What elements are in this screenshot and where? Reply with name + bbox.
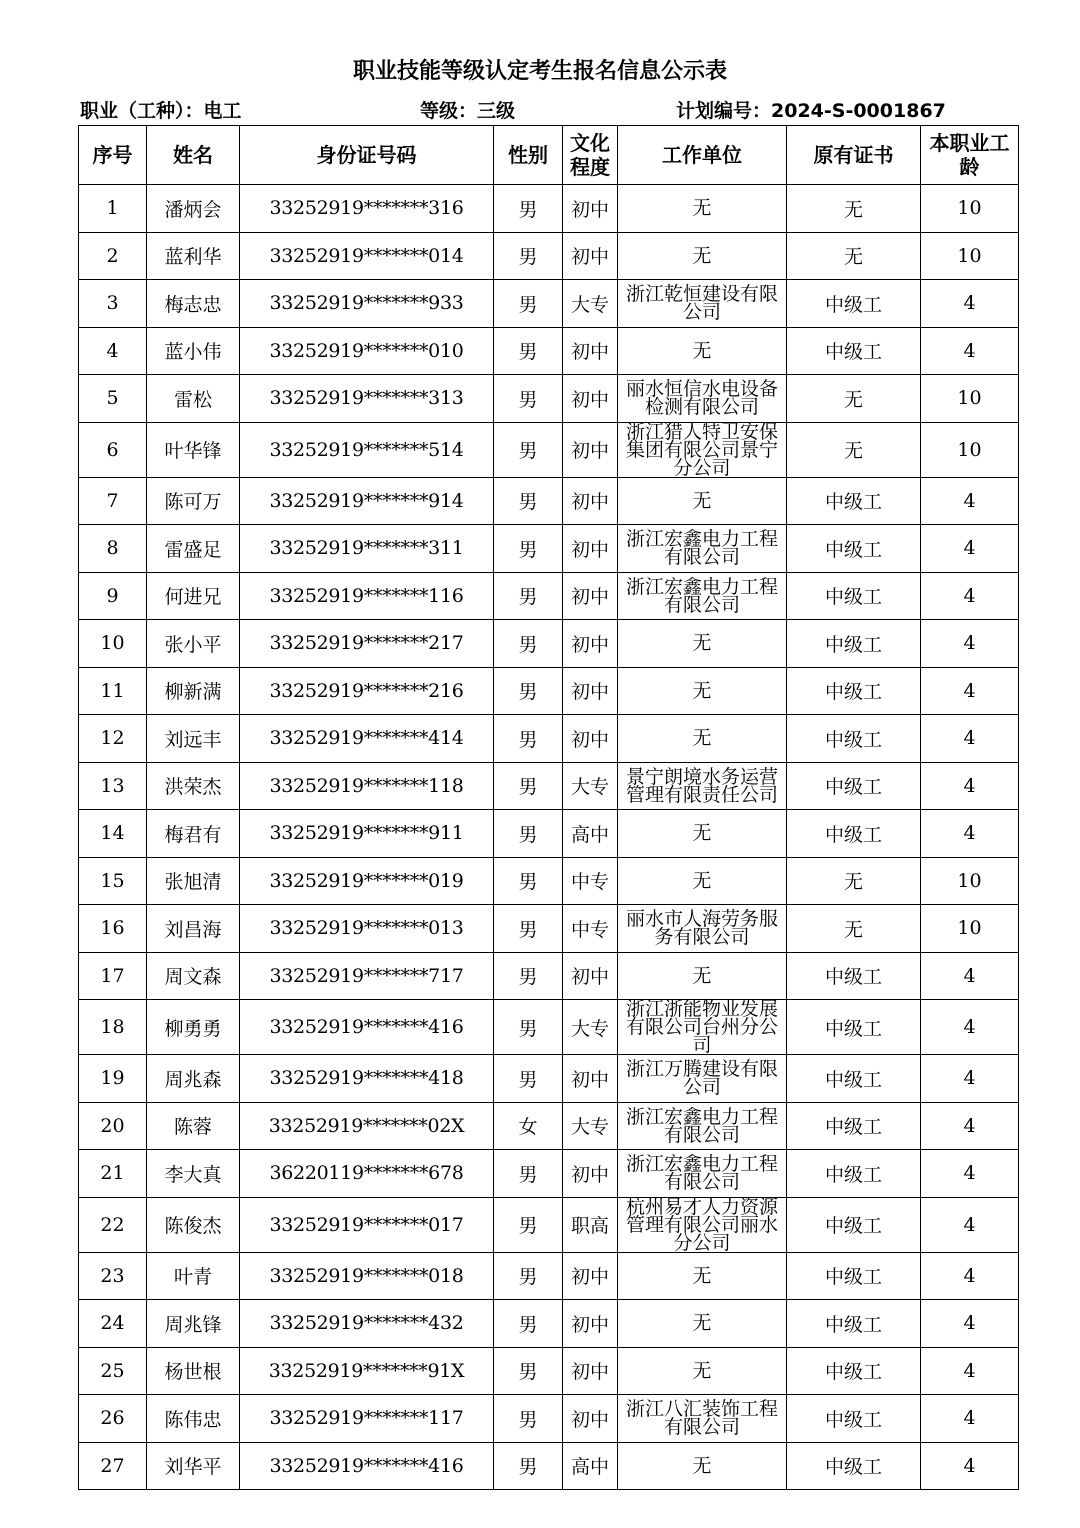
cell-name: 洪荣杰 bbox=[147, 762, 240, 810]
table-body bbox=[79, 185, 1019, 1490]
cell-unit: 无 bbox=[618, 1347, 787, 1395]
plan-number-label: 计划编号：2024-S-0001867 bbox=[676, 100, 946, 122]
cell-unit: 景宁朗境水务运营管理有限责任公司 bbox=[618, 762, 787, 810]
cell-gender: 男 bbox=[494, 1150, 563, 1198]
cell-gender: 男 bbox=[494, 327, 563, 375]
cell-id: 33252919*******013 bbox=[240, 905, 494, 953]
table-row bbox=[79, 667, 1019, 715]
cell-education: 中专 bbox=[563, 857, 618, 905]
cell-gender: 男 bbox=[494, 1000, 563, 1055]
cell-id: 33252919*******017 bbox=[240, 1197, 494, 1252]
cell-years: 4 bbox=[921, 620, 1019, 668]
table-row bbox=[79, 572, 1019, 620]
cell-years: 4 bbox=[921, 1197, 1019, 1252]
cell-name: 陈蓉 bbox=[147, 1102, 240, 1150]
header-no: 序号 bbox=[79, 126, 147, 185]
cell-years: 4 bbox=[921, 477, 1019, 525]
cell-no: 7 bbox=[79, 477, 147, 525]
cell-years: 4 bbox=[921, 1000, 1019, 1055]
cell-education: 大专 bbox=[563, 762, 618, 810]
cell-gender: 男 bbox=[494, 1197, 563, 1252]
cell-id: 33252919*******019 bbox=[240, 857, 494, 905]
cell-id: 33252919*******418 bbox=[240, 1055, 494, 1103]
cell-id: 33252919*******933 bbox=[240, 280, 494, 328]
cell-gender: 男 bbox=[494, 762, 563, 810]
cell-gender: 男 bbox=[494, 1442, 563, 1490]
applicant-table bbox=[78, 125, 1019, 1490]
cell-no: 23 bbox=[79, 1252, 147, 1300]
cell-gender: 男 bbox=[494, 185, 563, 233]
cell-name: 刘华平 bbox=[147, 1442, 240, 1490]
cell-education: 职高 bbox=[563, 1197, 618, 1252]
cell-id: 33252919*******416 bbox=[240, 1442, 494, 1490]
cell-name: 蓝利华 bbox=[147, 232, 240, 280]
cell-gender: 男 bbox=[494, 620, 563, 668]
table-row bbox=[79, 857, 1019, 905]
cell-gender: 男 bbox=[494, 525, 563, 573]
table-row bbox=[79, 1300, 1019, 1348]
cell-education: 大专 bbox=[563, 280, 618, 328]
cell-years: 4 bbox=[921, 1300, 1019, 1348]
cell-education: 初中 bbox=[563, 232, 618, 280]
cell-name: 叶青 bbox=[147, 1252, 240, 1300]
cell-id: 33252919*******118 bbox=[240, 762, 494, 810]
cell-certificate: 中级工 bbox=[787, 525, 921, 573]
cell-years: 10 bbox=[921, 905, 1019, 953]
cell-unit: 浙江八汇装饰工程有限公司 bbox=[618, 1395, 787, 1443]
cell-name: 周兆森 bbox=[147, 1055, 240, 1103]
cell-gender: 女 bbox=[494, 1102, 563, 1150]
cell-no: 3 bbox=[79, 280, 147, 328]
cell-no: 22 bbox=[79, 1197, 147, 1252]
cell-no: 17 bbox=[79, 952, 147, 1000]
cell-education: 初中 bbox=[563, 327, 618, 375]
cell-education: 大专 bbox=[563, 1000, 618, 1055]
cell-years: 10 bbox=[921, 422, 1019, 477]
header-education: 文化程度 bbox=[563, 126, 618, 185]
table-row bbox=[79, 232, 1019, 280]
cell-unit: 无 bbox=[618, 667, 787, 715]
cell-no: 1 bbox=[79, 185, 147, 233]
cell-name: 蓝小伟 bbox=[147, 327, 240, 375]
cell-years: 4 bbox=[921, 1347, 1019, 1395]
table-row bbox=[79, 1197, 1019, 1252]
table-row bbox=[79, 905, 1019, 953]
cell-id: 36220119*******678 bbox=[240, 1150, 494, 1198]
cell-gender: 男 bbox=[494, 857, 563, 905]
cell-id: 33252919*******014 bbox=[240, 232, 494, 280]
cell-unit: 丽水市人海劳务服务有限公司 bbox=[618, 905, 787, 953]
level-label: 等级：三级 bbox=[420, 100, 516, 122]
cell-gender: 男 bbox=[494, 810, 563, 858]
cell-certificate: 中级工 bbox=[787, 667, 921, 715]
cell-years: 4 bbox=[921, 280, 1019, 328]
cell-unit: 浙江浙能物业发展有限公司台州分公司 bbox=[618, 1000, 787, 1055]
cell-certificate: 中级工 bbox=[787, 1395, 921, 1443]
table-row bbox=[79, 810, 1019, 858]
cell-education: 初中 bbox=[563, 1055, 618, 1103]
cell-gender: 男 bbox=[494, 280, 563, 328]
cell-no: 10 bbox=[79, 620, 147, 668]
cell-certificate: 中级工 bbox=[787, 762, 921, 810]
cell-no: 25 bbox=[79, 1347, 147, 1395]
cell-education: 初中 bbox=[563, 620, 618, 668]
cell-certificate: 无 bbox=[787, 422, 921, 477]
cell-education: 初中 bbox=[563, 667, 618, 715]
cell-certificate: 中级工 bbox=[787, 280, 921, 328]
cell-no: 20 bbox=[79, 1102, 147, 1150]
cell-education: 初中 bbox=[563, 185, 618, 233]
cell-name: 柳新满 bbox=[147, 667, 240, 715]
cell-unit: 无 bbox=[618, 1300, 787, 1348]
cell-no: 9 bbox=[79, 572, 147, 620]
cell-years: 4 bbox=[921, 762, 1019, 810]
cell-unit: 浙江乾恒建设有限公司 bbox=[618, 280, 787, 328]
cell-education: 中专 bbox=[563, 905, 618, 953]
cell-certificate: 中级工 bbox=[787, 952, 921, 1000]
cell-years: 4 bbox=[921, 952, 1019, 1000]
cell-unit: 浙江宏鑫电力工程有限公司 bbox=[618, 572, 787, 620]
cell-gender: 男 bbox=[494, 1300, 563, 1348]
cell-unit: 丽水恒信水电设备检测有限公司 bbox=[618, 375, 787, 423]
cell-certificate: 中级工 bbox=[787, 1000, 921, 1055]
cell-gender: 男 bbox=[494, 477, 563, 525]
cell-certificate: 无 bbox=[787, 232, 921, 280]
cell-education: 初中 bbox=[563, 422, 618, 477]
cell-education: 初中 bbox=[563, 1150, 618, 1198]
table-row bbox=[79, 185, 1019, 233]
cell-name: 刘昌海 bbox=[147, 905, 240, 953]
table-row bbox=[79, 1055, 1019, 1103]
cell-education: 初中 bbox=[563, 375, 618, 423]
cell-id: 33252919*******911 bbox=[240, 810, 494, 858]
cell-gender: 男 bbox=[494, 1395, 563, 1443]
cell-unit: 无 bbox=[618, 952, 787, 1000]
cell-name: 刘远丰 bbox=[147, 715, 240, 763]
table-header-row bbox=[79, 126, 1019, 185]
cell-id: 33252919*******02X bbox=[240, 1102, 494, 1150]
cell-name: 雷盛足 bbox=[147, 525, 240, 573]
cell-certificate: 无 bbox=[787, 185, 921, 233]
cell-name: 潘炳会 bbox=[147, 185, 240, 233]
cell-education: 初中 bbox=[563, 1395, 618, 1443]
cell-no: 26 bbox=[79, 1395, 147, 1443]
cell-certificate: 中级工 bbox=[787, 715, 921, 763]
cell-gender: 男 bbox=[494, 1347, 563, 1395]
cell-years: 4 bbox=[921, 525, 1019, 573]
cell-name: 张小平 bbox=[147, 620, 240, 668]
cell-id: 33252919*******91X bbox=[240, 1347, 494, 1395]
cell-no: 6 bbox=[79, 422, 147, 477]
cell-unit: 无 bbox=[618, 477, 787, 525]
table-row bbox=[79, 525, 1019, 573]
cell-no: 8 bbox=[79, 525, 147, 573]
cell-name: 梅君有 bbox=[147, 810, 240, 858]
table-row bbox=[79, 952, 1019, 1000]
cell-years: 4 bbox=[921, 810, 1019, 858]
cell-name: 陈俊杰 bbox=[147, 1197, 240, 1252]
cell-years: 10 bbox=[921, 375, 1019, 423]
cell-gender: 男 bbox=[494, 232, 563, 280]
cell-no: 15 bbox=[79, 857, 147, 905]
cell-id: 33252919*******010 bbox=[240, 327, 494, 375]
page-title: 职业技能等级认定考生报名信息公示表 bbox=[352, 59, 727, 84]
cell-gender: 男 bbox=[494, 715, 563, 763]
cell-id: 33252919*******216 bbox=[240, 667, 494, 715]
cell-unit: 浙江宏鑫电力工程有限公司 bbox=[618, 1102, 787, 1150]
cell-unit: 无 bbox=[618, 1442, 787, 1490]
cell-certificate: 中级工 bbox=[787, 1300, 921, 1348]
cell-certificate: 中级工 bbox=[787, 1197, 921, 1252]
cell-no: 21 bbox=[79, 1150, 147, 1198]
cell-no: 18 bbox=[79, 1000, 147, 1055]
cell-years: 4 bbox=[921, 1102, 1019, 1150]
cell-gender: 男 bbox=[494, 572, 563, 620]
cell-years: 4 bbox=[921, 1395, 1019, 1443]
cell-years: 4 bbox=[921, 1150, 1019, 1198]
cell-years: 4 bbox=[921, 1252, 1019, 1300]
cell-certificate: 中级工 bbox=[787, 1442, 921, 1490]
cell-no: 27 bbox=[79, 1442, 147, 1490]
cell-certificate: 中级工 bbox=[787, 1102, 921, 1150]
header-unit: 工作单位 bbox=[618, 126, 787, 185]
cell-gender: 男 bbox=[494, 952, 563, 1000]
cell-years: 10 bbox=[921, 232, 1019, 280]
cell-certificate: 中级工 bbox=[787, 1150, 921, 1198]
cell-unit: 浙江猎人特卫安保集团有限公司景宁分公司 bbox=[618, 422, 787, 477]
cell-certificate: 无 bbox=[787, 905, 921, 953]
table-row bbox=[79, 1150, 1019, 1198]
table-row bbox=[79, 1102, 1019, 1150]
cell-gender: 男 bbox=[494, 1252, 563, 1300]
cell-no: 5 bbox=[79, 375, 147, 423]
cell-id: 33252919*******416 bbox=[240, 1000, 494, 1055]
cell-unit: 无 bbox=[618, 327, 787, 375]
cell-education: 初中 bbox=[563, 1347, 618, 1395]
cell-certificate: 中级工 bbox=[787, 1055, 921, 1103]
cell-gender: 男 bbox=[494, 422, 563, 477]
cell-unit: 无 bbox=[618, 185, 787, 233]
cell-id: 33252919*******316 bbox=[240, 185, 494, 233]
cell-unit: 浙江宏鑫电力工程有限公司 bbox=[618, 525, 787, 573]
header-years: 本职业工龄 bbox=[921, 126, 1019, 185]
cell-id: 33252919*******117 bbox=[240, 1395, 494, 1443]
table-row bbox=[79, 1000, 1019, 1055]
cell-id: 33252919*******717 bbox=[240, 952, 494, 1000]
cell-unit: 无 bbox=[618, 620, 787, 668]
table-row bbox=[79, 715, 1019, 763]
cell-education: 初中 bbox=[563, 1252, 618, 1300]
table-row bbox=[79, 620, 1019, 668]
cell-no: 2 bbox=[79, 232, 147, 280]
cell-name: 柳勇勇 bbox=[147, 1000, 240, 1055]
header-id: 身份证号码 bbox=[240, 126, 494, 185]
cell-unit: 杭州易才人力资源管理有限公司丽水分公司 bbox=[618, 1197, 787, 1252]
cell-years: 4 bbox=[921, 1442, 1019, 1490]
table-row bbox=[79, 477, 1019, 525]
table-row bbox=[79, 1347, 1019, 1395]
cell-no: 4 bbox=[79, 327, 147, 375]
cell-gender: 男 bbox=[494, 375, 563, 423]
header-gender: 性别 bbox=[494, 126, 563, 185]
cell-name: 李大真 bbox=[147, 1150, 240, 1198]
cell-name: 雷松 bbox=[147, 375, 240, 423]
cell-education: 初中 bbox=[563, 572, 618, 620]
cell-years: 4 bbox=[921, 715, 1019, 763]
cell-education: 初中 bbox=[563, 715, 618, 763]
cell-years: 4 bbox=[921, 572, 1019, 620]
cell-name: 杨世根 bbox=[147, 1347, 240, 1395]
cell-certificate: 无 bbox=[787, 857, 921, 905]
cell-education: 高中 bbox=[563, 1442, 618, 1490]
cell-certificate: 中级工 bbox=[787, 810, 921, 858]
cell-no: 24 bbox=[79, 1300, 147, 1348]
cell-unit: 浙江万腾建设有限公司 bbox=[618, 1055, 787, 1103]
cell-id: 33252919*******514 bbox=[240, 422, 494, 477]
cell-name: 何进兄 bbox=[147, 572, 240, 620]
cell-name: 梅志忠 bbox=[147, 280, 240, 328]
cell-unit: 无 bbox=[618, 715, 787, 763]
cell-certificate: 中级工 bbox=[787, 572, 921, 620]
cell-education: 初中 bbox=[563, 1300, 618, 1348]
cell-years: 4 bbox=[921, 327, 1019, 375]
cell-gender: 男 bbox=[494, 667, 563, 715]
cell-no: 16 bbox=[79, 905, 147, 953]
table-row bbox=[79, 422, 1019, 477]
table-row bbox=[79, 762, 1019, 810]
cell-no: 11 bbox=[79, 667, 147, 715]
cell-years: 10 bbox=[921, 185, 1019, 233]
cell-unit: 浙江宏鑫电力工程有限公司 bbox=[618, 1150, 787, 1198]
header-certificate: 原有证书 bbox=[787, 126, 921, 185]
table-row bbox=[79, 1395, 1019, 1443]
cell-name: 叶华锋 bbox=[147, 422, 240, 477]
cell-name: 陈可万 bbox=[147, 477, 240, 525]
cell-certificate: 中级工 bbox=[787, 327, 921, 375]
table-row bbox=[79, 375, 1019, 423]
cell-gender: 男 bbox=[494, 1055, 563, 1103]
cell-unit: 无 bbox=[618, 232, 787, 280]
cell-id: 33252919*******116 bbox=[240, 572, 494, 620]
cell-no: 13 bbox=[79, 762, 147, 810]
occupation-label: 职业（工种）：电工 bbox=[80, 100, 242, 122]
cell-id: 33252919*******914 bbox=[240, 477, 494, 525]
cell-years: 4 bbox=[921, 1055, 1019, 1103]
cell-no: 12 bbox=[79, 715, 147, 763]
cell-unit: 无 bbox=[618, 1252, 787, 1300]
cell-certificate: 无 bbox=[787, 375, 921, 423]
cell-education: 初中 bbox=[563, 952, 618, 1000]
cell-id: 33252919*******414 bbox=[240, 715, 494, 763]
cell-no: 19 bbox=[79, 1055, 147, 1103]
cell-certificate: 中级工 bbox=[787, 477, 921, 525]
cell-id: 33252919*******311 bbox=[240, 525, 494, 573]
table-row bbox=[79, 1252, 1019, 1300]
table-row bbox=[79, 280, 1019, 328]
cell-certificate: 中级工 bbox=[787, 1252, 921, 1300]
cell-name: 张旭清 bbox=[147, 857, 240, 905]
cell-name: 周文森 bbox=[147, 952, 240, 1000]
cell-unit: 无 bbox=[618, 810, 787, 858]
cell-certificate: 中级工 bbox=[787, 620, 921, 668]
cell-education: 初中 bbox=[563, 477, 618, 525]
cell-years: 10 bbox=[921, 857, 1019, 905]
cell-years: 4 bbox=[921, 667, 1019, 715]
cell-name: 陈伟忠 bbox=[147, 1395, 240, 1443]
cell-education: 大专 bbox=[563, 1102, 618, 1150]
cell-id: 33252919*******432 bbox=[240, 1300, 494, 1348]
header-name: 姓名 bbox=[147, 126, 240, 185]
cell-id: 33252919*******217 bbox=[240, 620, 494, 668]
cell-certificate: 中级工 bbox=[787, 1347, 921, 1395]
cell-education: 初中 bbox=[563, 525, 618, 573]
cell-name: 周兆锋 bbox=[147, 1300, 240, 1348]
table-row bbox=[79, 1442, 1019, 1490]
cell-education: 高中 bbox=[563, 810, 618, 858]
cell-id: 33252919*******018 bbox=[240, 1252, 494, 1300]
table-row bbox=[79, 327, 1019, 375]
cell-no: 14 bbox=[79, 810, 147, 858]
cell-id: 33252919*******313 bbox=[240, 375, 494, 423]
cell-gender: 男 bbox=[494, 905, 563, 953]
cell-unit: 无 bbox=[618, 857, 787, 905]
